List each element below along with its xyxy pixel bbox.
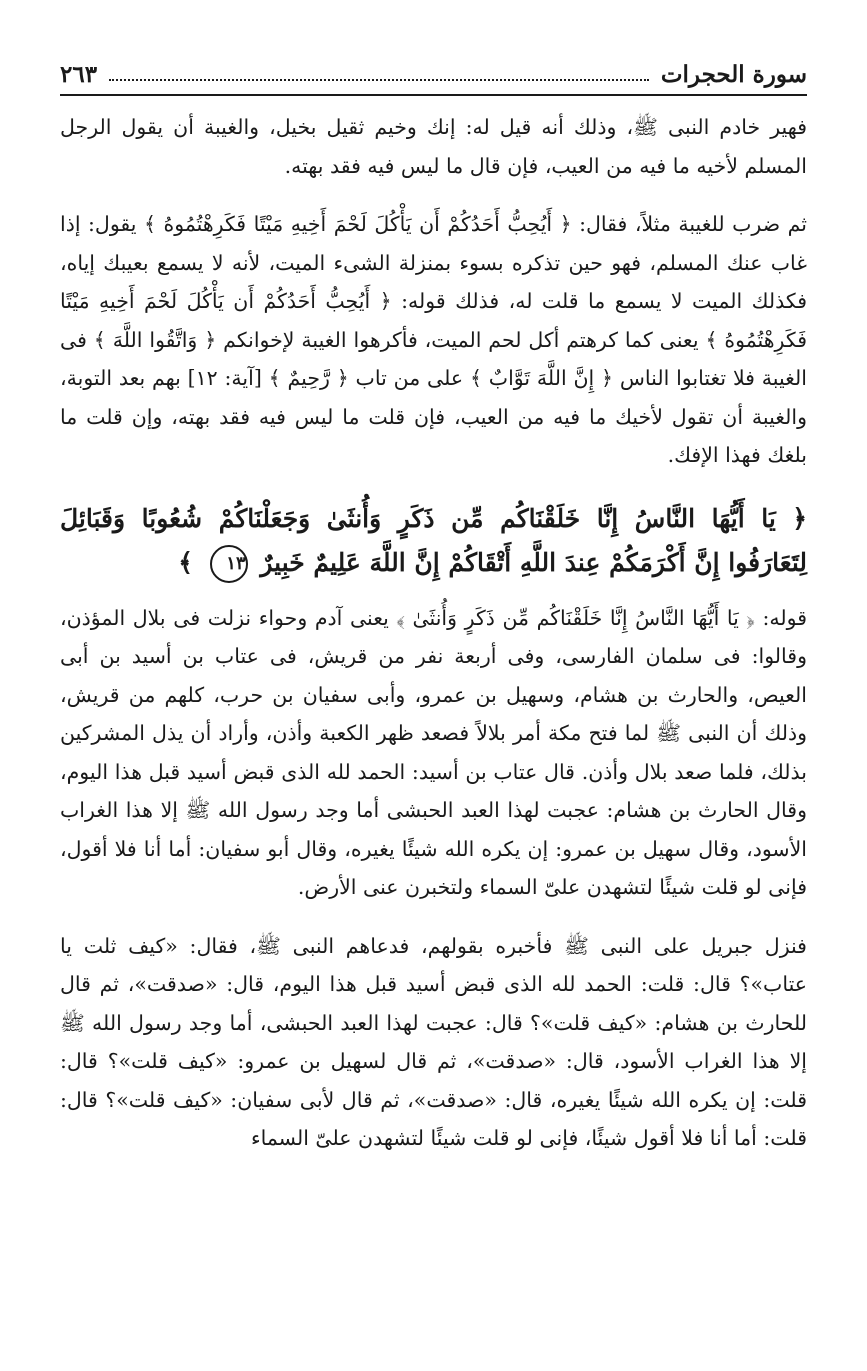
leader-dots [109, 79, 649, 81]
surah-title: سورة الحجرات [660, 61, 807, 88]
paragraph-2: ثم ضرب للغيبة مثلاً، فقال: ﴿ أَيُحِبُّ أَحَدُكُمْ أَن يَأْكُلَ لَحْمَ أَخِيهِ مَيْتًا فَكَرِهْتُمُوهُ ﴾ يقول: إذا غاب عنك المسلم، فهو حين تذكره بسوء بمنزلة الشىء الميت، لأنه لا يسمع بعيبك إياه، فكذلك الميت لا يسمع ما قلت له، فذلك قوله: ﴿ أَيُحِبُّ أَحَدُكُمْ أَن يَأْكُلَ لَحْمَ أَخِيهِ مَيْتًا فَكَرِهْتُمُوهُ ﴾ يعنى كما كرهتم أكل لحم الميت، فأكرهوا الغيبة لإخوانكم ﴿ وَاتَّقُوا اللَّهَ ﴾ فى الغيبة فلا تغتابوا الناس ﴿ إِنَّ اللَّهَ تَوَّابٌ ﴾ على من تاب ﴿ رَّحِيمٌ ﴾ [آية: ١٢] بهم بعد التوبة، والغيبة أن تقول لأخيك ما فيه من العيب، فإن قلت ما ليس فيه فقد بهته، وإن قلت ما بلغك فهذا الإفك. [60, 212, 808, 467]
header-rule [60, 94, 807, 96]
verse-number-medallion: ١٣ [210, 545, 248, 583]
verse-text: ﴿ يَا أَيُّهَا النَّاسُ إِنَّا خَلَقْنَاكُم مِّن ذَكَرٍ وَأُنثَىٰ وَجَعَلْنَاكُمْ شُعُوبًا وَقَبَائِلَ لِتَعَارَفُوا إِنَّ أَكْرَمَكُمْ عِندَ اللَّهِ أَتْقَاكُمْ إِنَّ اللَّهَ عَلِيمٌ خَبِيرٌ [60, 503, 807, 577]
quran-verse [60, 497, 807, 585]
paragraph-4: فنزل جبريل على النبى ﷺ فأخبره بقولهم، فدعاهم النبى ﷺ، فقال: «كيف ثلت يا عتاب»؟ قال: قلت: الحمد لله الذى قبض أسيد قبل هذا اليوم، قال: «صدقت»، ثم قال للحارث بن هشام: «كيف قلت»؟ قال: عجبت لهذا العبد الحبشى، أما وجد رسول الله ﷺ إلا هذا الغراب الأسود، قال: «صدقت»، ثم قال لسهيل بن عمرو: «كيف قلت»؟ قال: قلت: إن يكره الله شيئًا يغيره، قال: «صدقت»، ثم قال لأبى سفيان: «كيف قلت»؟ قال: قلت: أما أنا فلا أقول شيئًا، فإنى لو قلت شيئًا لتشهدن علىّ السماء [60, 933, 807, 1150]
page-number: ٢٦٣ [60, 61, 98, 88]
verse-closing-bracket: ﴾ [178, 547, 193, 577]
paragraph-3: قوله: ﴿ يَا أَيُّهَا النَّاسُ إِنَّا خَلَقْنَاكُم مِّن ذَكَرٍ وَأُنثَىٰ ﴾ يعنى آدم وحواء نزلت فى بلال المؤذن، وقالوا: فى سلمان الفارسى، وفى أربعة نفر من قريش، فى عتاب بن أسيد بن أبى العيص، والحارث بن هشام، وسهيل بن عمرو، وأبى سفيان بن حرب، كلهم من قريش، وذلك أن النبى ﷺ لما فتح مكة أمر بلالاً فصعد ظهر الكعبة وأذن، وأراد أن يذل المشركين بذلك، فلما صعد بلال وأذن. قال عتاب بن أسيد: الحمد لله الذى قبض أسيد قبل هذا اليوم، وقال الحارث بن هشام: عجبت لهذا العبد الحبشى أما وجد رسول الله ﷺ إلا هذا الغراب الأسود، وقال سهيل بن عمرو: إن يكره الله شيئًا يغيره، وقال أبو سفيان: أما أنا فلا أقول، فإنى لو قلت شيئًا لتشهدن علىّ السماء ولتخبرن عنى الأرض. [60, 605, 807, 899]
running-header [60, 54, 807, 88]
paragraph-1: فهير خادم النبى ﷺ، وذلك أنه قيل له: إنك وخيم ثقيل بخيل، والغيبة أن يقول الرجل المسلم لأخيه ما فيه من العيب، فإن قال ما ليس فيه فقد بهته. [60, 115, 807, 178]
